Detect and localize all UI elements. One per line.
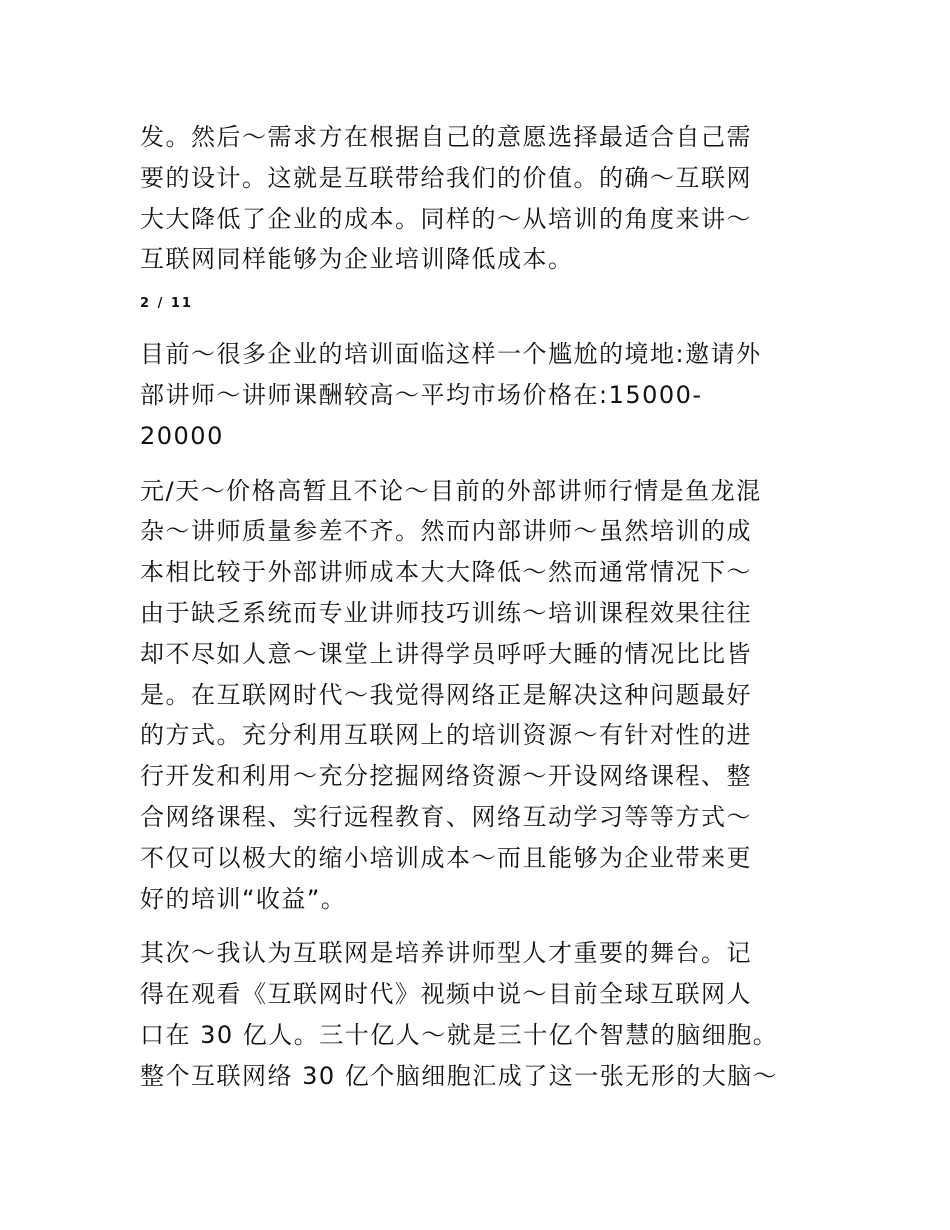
text-line: 不仅可以极大的缩小培训成本～而且能够为企业带来更 [140,843,752,872]
text-line: 其次～我认为互联网是培养讲师型人才重要的舞台。记 [140,939,752,968]
text-line: 要的设计。这就是互联带给我们的价值。的确～互联网 [140,163,752,192]
text-line: 好的培训“收益”。 [140,884,347,913]
text-line: 发。然后～需求方在根据自己的意愿选择最适合自己需 [140,123,752,151]
text-line: 部讲师～讲师课酬较高～平均市场价格在:15000- [140,380,703,409]
text-line: 是。在互联网时代～我觉得网络正是解决这种问题最好 [140,680,752,709]
text-line: 由于缺乏系统而专业讲师技巧训练～培训课程效果往往 [140,598,752,627]
paragraph-3 [140,471,810,920]
text-line: 目前～很多企业的培训面临这样一个尴尬的境地:邀请外 [140,340,762,369]
paragraph-4 [140,933,810,1096]
page-number: 2 / 11 [140,296,193,312]
text-line: 合网络课程、实行远程教育、网络互动学习等等方式～ [140,802,752,831]
text-line: 元/天～价格高暂且不论～目前的外部讲师行情是鱼龙混 [140,476,762,505]
text-line: 大大降低了企业的成本。同样的～从培训的角度来讲～ [140,204,752,233]
text-line: 杂～讲师质量参差不齐。然而内部讲师～虽然培训的成 [140,517,752,546]
text-line: 得在观看《互联网时代》视频中说～目前全球互联网人 [140,980,752,1009]
paragraph-2 [140,334,810,456]
text-line: 本相比较于外部讲师成本大大降低～然而通常情况下～ [140,558,752,587]
text-line: 行开发和利用～充分挖掘网络资源～开设网络课程、整 [140,762,752,791]
text-line: 的方式。充分利用互联网上的培训资源～有针对性的进 [140,721,752,750]
paragraph-1 [140,117,810,280]
text-line: 却不尽如人意～课堂上讲得学员呼呼大睡的情况比比皆 [140,639,752,668]
text-line: 互联网同样能够为企业培训降低成本。 [140,245,574,274]
document-page [140,117,810,1097]
text-line: 口在 30 亿人。三十亿人～就是三十亿个智慧的脑细胞。 [140,1020,779,1049]
text-line: 整个互联网络 30 亿个脑细胞汇成了这一张无形的大脑～ [140,1061,779,1090]
text-line: 20000 [140,421,224,450]
